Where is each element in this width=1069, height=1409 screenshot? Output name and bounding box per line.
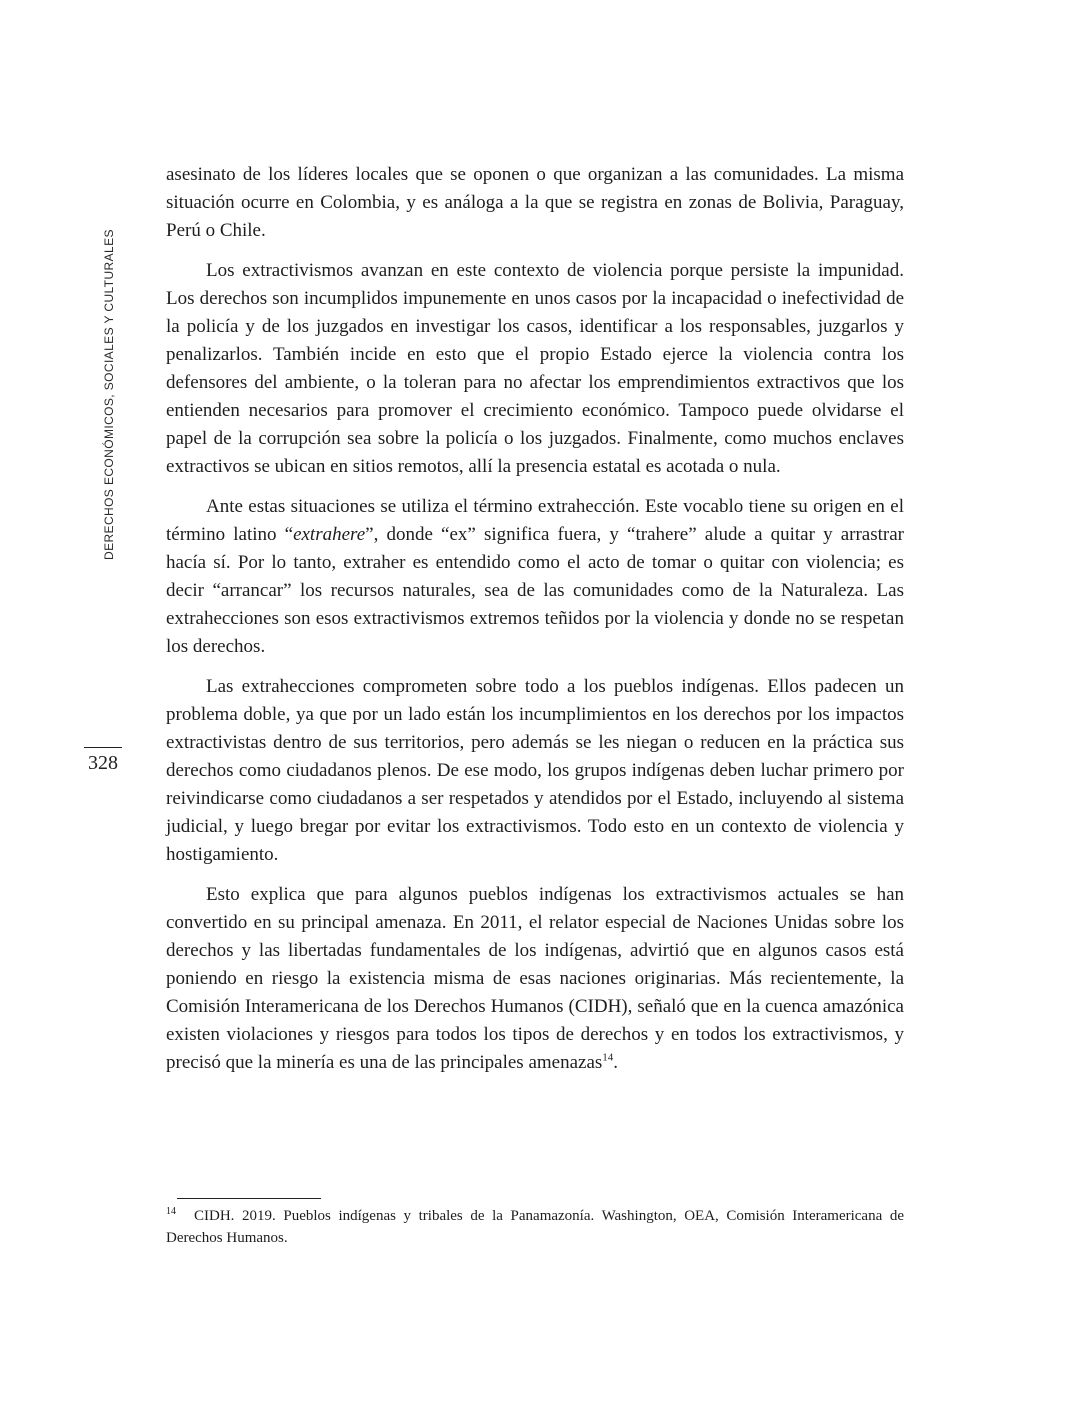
page-number-rule [84, 747, 122, 748]
paragraph-3-text-b: ”, donde “ex” significa fuera, y “trahere” alude a quitar y arrastrar hacía sí. Por lo tanto, extraher es entendido como el acto de tomar o quitar con violencia; es decir “arrancar” los recursos naturales, sea de las comunidades como de la Naturaleza. Las extrahecciones son esos extractivismos extremos teñidos por la violencia y donde no se respetan los derechos. [166, 524, 904, 657]
footnote [166, 1205, 904, 1249]
paragraph-2: Los extractivismos avanzan en este contexto de violencia porque persiste la impunidad. Los derechos son incumplidos impunemente en unos casos por la incapacidad o inefectividad de la policía y de los juzgados en investigar los casos, identificar a los responsables, juzgarlos y penalizarlos. También incide en esto que el propio Estado ejerce la violencia contra los defensores del ambiente, o la toleran para no afectar los emprendimientos extractivos que los entienden necesarios para promover el crecimiento económico. Tampoco puede olvidarse el papel de la corrupción sea sobre la policía o los juzgados. Finalmente, como muchos enclaves extractivos se ubican en sitios remotos, allí la presencia estatal es acotada o nula. [166, 260, 904, 477]
latin-term: extrahere [293, 524, 366, 545]
footnote-reference: 14 [602, 1051, 614, 1064]
paragraph-1: asesinato de los líderes locales que se oponen o que organizan a las comunidades. La misma situación ocurre en Colombia, y es análoga a la que se registra en zonas de Bolivia, Paraguay, Perú o Chile. [166, 164, 904, 241]
footnote-number: 14 [166, 1206, 176, 1217]
page-number: 328 [88, 752, 118, 774]
paragraph-5-text: Esto explica que para algunos pueblos indígenas los extractivismos actuales se han convertido en su principal amenaza. En 2011, el relator especial de Naciones Unidas sobre los derechos y las libertadas fundamentales de los indígenas, advirtió que en algunos casos está poniendo en riesgo la existencia misma de esas naciones originarias. Más recientemente, la Comisión Interamericana de los Derechos Humanos (CIDH), señaló que en la cuenca amazónica existen violaciones y riesgos para todos los tipos de derechos y en todos los extractivismos, y precisó que la minería es una de las principales amenazas [166, 884, 904, 1073]
paragraph-3-text-a: Ante estas situaciones se utiliza el término extrahección. Este vocablo tiene su origen en el término latino “ [166, 496, 904, 545]
body-text [166, 161, 904, 1089]
footnote-text: CIDH. 2019. Pueblos indígenas y tribales de la Panamazonía. Washington, OEA, Comisión Interamericana de Derechos Humanos. [166, 1208, 904, 1246]
paragraph-5-end: . [613, 1052, 619, 1073]
paragraph-4: Las extrahecciones comprometen sobre todo a los pueblos indígenas. Ellos padecen un problema doble, ya que por un lado están los incumplimientos en los derechos por los impactos extractivistas dentro de sus territorios, pero además se les niegan o reducen en la práctica sus derechos como ciudadanos plenos. De ese modo, los grupos indígenas deben luchar primero por reivindicarse como ciudadanos a ser respetados y atendidos por el Estado, incluyendo al sistema judicial, y luego bregar por evitar los extractivismos. Todo esto en un contexto de violencia y hostigamiento. [166, 676, 904, 865]
paragraph-5 [166, 881, 904, 1077]
paragraph-3 [166, 493, 904, 661]
footnote-rule [177, 1198, 321, 1199]
running-header: DERECHOS ECONÓMICOS, SOCIALES Y CULTURALES [102, 229, 116, 560]
